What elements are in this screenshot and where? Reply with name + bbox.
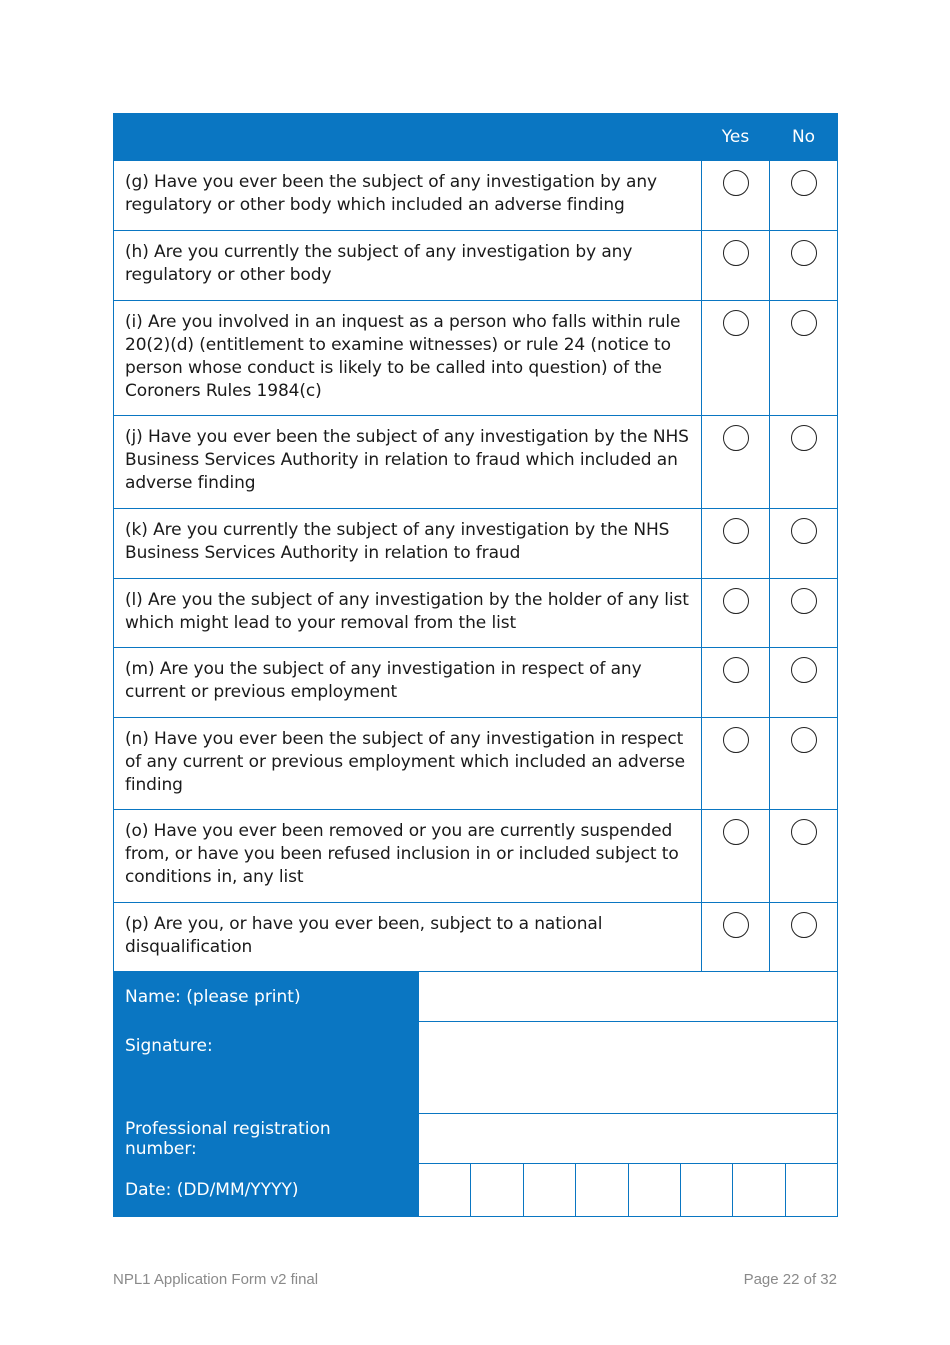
table-row [114, 810, 838, 903]
name-label: Name: (please print) [114, 972, 419, 1022]
radio-no-i[interactable] [791, 310, 817, 336]
date-label: Date: (DD/MM/YYYY) [114, 1164, 419, 1217]
table-row [114, 416, 838, 509]
registration-row [114, 1114, 838, 1164]
table-row [114, 718, 838, 810]
question-text-j: (j) Have you ever been the subject of any investigation by the NHS Business Services Authority in relation to fraud which included an adverse finding [114, 416, 702, 509]
table-row [114, 301, 838, 416]
radio-yes-h[interactable] [723, 240, 749, 266]
header-yes: Yes [702, 114, 770, 161]
signature-row [114, 1022, 838, 1114]
date-boxes [419, 1164, 837, 1216]
date-box-m2[interactable] [575, 1164, 627, 1216]
radio-no-j[interactable] [791, 425, 817, 451]
date-box-d1[interactable] [419, 1164, 470, 1216]
date-box-y2[interactable] [680, 1164, 732, 1216]
radio-no-n[interactable] [791, 727, 817, 753]
date-field [419, 1164, 838, 1217]
question-text-l: (l) Are you the subject of any investigation by the holder of any list which might lead to your removal from the list [114, 579, 702, 648]
questions-table [113, 113, 838, 972]
date-row [114, 1164, 838, 1217]
question-text-m: (m) Are you the subject of any investigation in respect of any current or previous employment [114, 648, 702, 718]
radio-yes-g[interactable] [723, 170, 749, 196]
question-text-k: (k) Are you currently the subject of any investigation by the NHS Business Services Authority in relation to fraud [114, 509, 702, 579]
question-text-o: (o) Have you ever been removed or you are currently suspended from, or have you been refused inclusion in or included subject to conditions in, any list [114, 810, 702, 903]
footer-form-name: NPL1 Application Form v2 final [113, 1271, 319, 1288]
name-field[interactable] [419, 972, 838, 1022]
radio-yes-n[interactable] [723, 727, 749, 753]
name-row [114, 972, 838, 1022]
date-box-m1[interactable] [523, 1164, 575, 1216]
date-box-y4[interactable] [785, 1164, 837, 1216]
question-text-g: (g) Have you ever been the subject of any investigation by any regulatory or other body which included an adverse finding [114, 161, 702, 231]
radio-yes-l[interactable] [723, 588, 749, 614]
radio-no-g[interactable] [791, 170, 817, 196]
declaration-form [113, 113, 837, 1217]
table-row [114, 509, 838, 579]
radio-yes-j[interactable] [723, 425, 749, 451]
question-text-i: (i) Are you involved in an inquest as a person who falls within rule 20(2)(d) (entitlement to examine witnesses) or rule 24 (notice to person whose conduct is likely to be called into question) of the Coroners Rules 1984(c) [114, 301, 702, 416]
radio-no-k[interactable] [791, 518, 817, 544]
date-box-y3[interactable] [732, 1164, 784, 1216]
question-text-n: (n) Have you ever been the subject of any investigation in respect of any current or previous employment which included an adverse finding [114, 718, 702, 810]
radio-yes-o[interactable] [723, 819, 749, 845]
radio-yes-m[interactable] [723, 657, 749, 683]
table-row [114, 648, 838, 718]
table-row [114, 161, 838, 231]
header-no: No [770, 114, 838, 161]
table-header-row [114, 114, 838, 161]
footer-page-number: Page 22 of 32 [743, 1271, 837, 1288]
radio-no-h[interactable] [791, 240, 817, 266]
radio-no-o[interactable] [791, 819, 817, 845]
radio-no-l[interactable] [791, 588, 817, 614]
question-text-p: (p) Are you, or have you ever been, subject to a national disqualification [114, 903, 702, 972]
table-row [114, 903, 838, 972]
radio-yes-i[interactable] [723, 310, 749, 336]
signature-table [113, 971, 838, 1217]
table-row [114, 579, 838, 648]
header-blank [114, 114, 702, 161]
registration-field[interactable] [419, 1114, 838, 1164]
radio-no-p[interactable] [791, 912, 817, 938]
radio-yes-p[interactable] [723, 912, 749, 938]
radio-no-m[interactable] [791, 657, 817, 683]
signature-label: Signature: [114, 1022, 419, 1114]
date-box-y1[interactable] [628, 1164, 680, 1216]
question-text-h: (h) Are you currently the subject of any investigation by any regulatory or other body [114, 231, 702, 301]
table-row [114, 231, 838, 301]
date-box-d2[interactable] [470, 1164, 522, 1216]
radio-yes-k[interactable] [723, 518, 749, 544]
signature-field[interactable] [419, 1022, 838, 1114]
registration-label: Professional registration number: [114, 1114, 419, 1164]
